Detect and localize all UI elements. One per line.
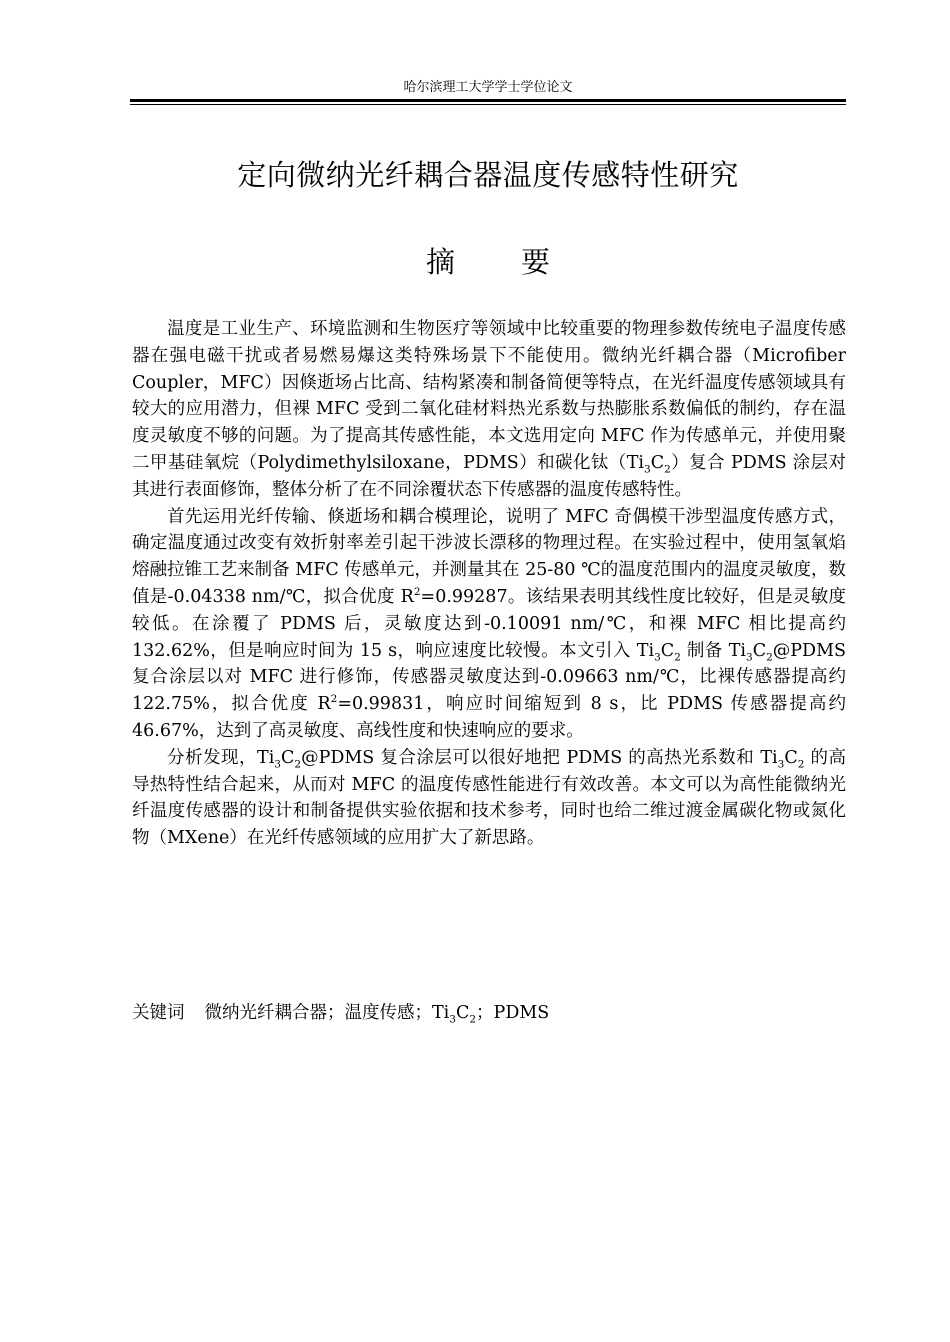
superscript: 2 bbox=[413, 586, 421, 599]
subscript: 3 bbox=[449, 1013, 456, 1026]
keywords-label: 关键词 bbox=[132, 1003, 185, 1023]
keywords-line bbox=[132, 1000, 846, 1027]
running-header: 哈尔滨理工大学学士学位论文 bbox=[403, 80, 573, 95]
subscript: 3 bbox=[644, 463, 651, 476]
abstract-heading bbox=[130, 242, 846, 282]
superscript: 2 bbox=[330, 693, 338, 706]
abstract-paragraph-1: 温度是工业生产、环境监测和生物医疗等领域中比较重要的物理参数传统电子温度传感器在强电磁干扰或者易燃易爆这类特殊场景下不能使用。微纳光纤耦合器（Microfiber Coupler，MFC）因倏逝场占比高、结构紧凑和制备简便等特点，在光纤温度传感领域具有较大的应用潜力，但裸 MFC 受到二氧化硅材料热光系数与热膨胀系数偏低的制约，存在温度灵敏度不够的问题。为了提高其传感性能，本文选用定向 MFC 作为传感单元，并使用聚二甲基硅氧烷（Polydimethylsiloxane，PDMS）和碳化钛$(Ti_3C_2)$复合 PDMS 涂层对其进行表面修饰，整体分析了在不同涂覆状态下传感器的温度传感特性。 bbox=[132, 319, 846, 500]
thesis-title: 定向微纳光纤耦合器温度传感特性研究 bbox=[237, 158, 739, 192]
header-rule-thick bbox=[130, 99, 846, 102]
header-rule-thin bbox=[130, 104, 846, 105]
abstract-heading-first: 摘 bbox=[425, 245, 455, 279]
subscript: 2 bbox=[664, 463, 671, 476]
subscript: 2 bbox=[797, 758, 805, 771]
abstract-paragraph-3: 分析发现，$Ti_3C_2@PDMS$ 复合涂层可以很好地把 PDMS 的高热光系数和 $Ti_3C_2$ 的高导热特性结合起来，从而对 MFC 的温度传感性能进行有效改善。本文可以为高性能微纳光纤温度传感器的设计和制备提供实验依据和技术参考，同时也给二维过渡金属碳化物或氮化物（MXene）在光纤传感领域的应用扩大了新思路。 bbox=[132, 747, 846, 849]
subscript: 2 bbox=[766, 651, 773, 664]
abstract-heading-second: 要 bbox=[521, 245, 551, 279]
abstract-body bbox=[132, 316, 846, 852]
keywords-items: 微纳光纤耦合器；温度传感；$Ti_3C_2$；PDMS bbox=[204, 1003, 550, 1026]
subscript: 3 bbox=[654, 651, 661, 664]
subscript: 3 bbox=[777, 758, 785, 771]
subscript: 2 bbox=[674, 651, 681, 664]
abstract-paragraph-2: 首先运用光纤传输、倏逝场和耦合模理论，说明了 MFC 奇偶模干涉型温度传感方式，确定温度通过改变有效折射率差引起干涉波长漂移的物理过程。在实验过程中，使用氢氧焰熔融拉锥工艺来制备 MFC 传感单元，并测量其在 25-80 ℃的温度范围内的温度灵敏度，数值是-0.04338 nm/℃，拟合优度 $R^2=0.99287$。该结果表明其线性度比较好，但是灵敏度较低。在涂覆了 PDMS 后，灵敏度达到-0.10091 nm/℃，和裸 MFC 相比提高约 132.62%，但是响应时间为 15 s，响应速度比较慢。本文引入 $Ti_3C_2$ 制备 $Ti_3C_2@PDMS$ 复合涂层以对 MFC 进行修饰，传感器灵敏度达到-0.09663 nm/℃，比裸传感器提高约 122.75%，拟合优度 $R^2=0.99831$，响应时间缩短到 8 s，比 PDMS 传感器提高约 46.67%，达到了高灵敏度、高线性度和快速响应的要求。 bbox=[132, 506, 847, 741]
subscript: 3 bbox=[274, 758, 281, 771]
subscript: 3 bbox=[746, 651, 753, 664]
subscript: 2 bbox=[294, 758, 302, 771]
subscript: 2 bbox=[469, 1013, 477, 1026]
